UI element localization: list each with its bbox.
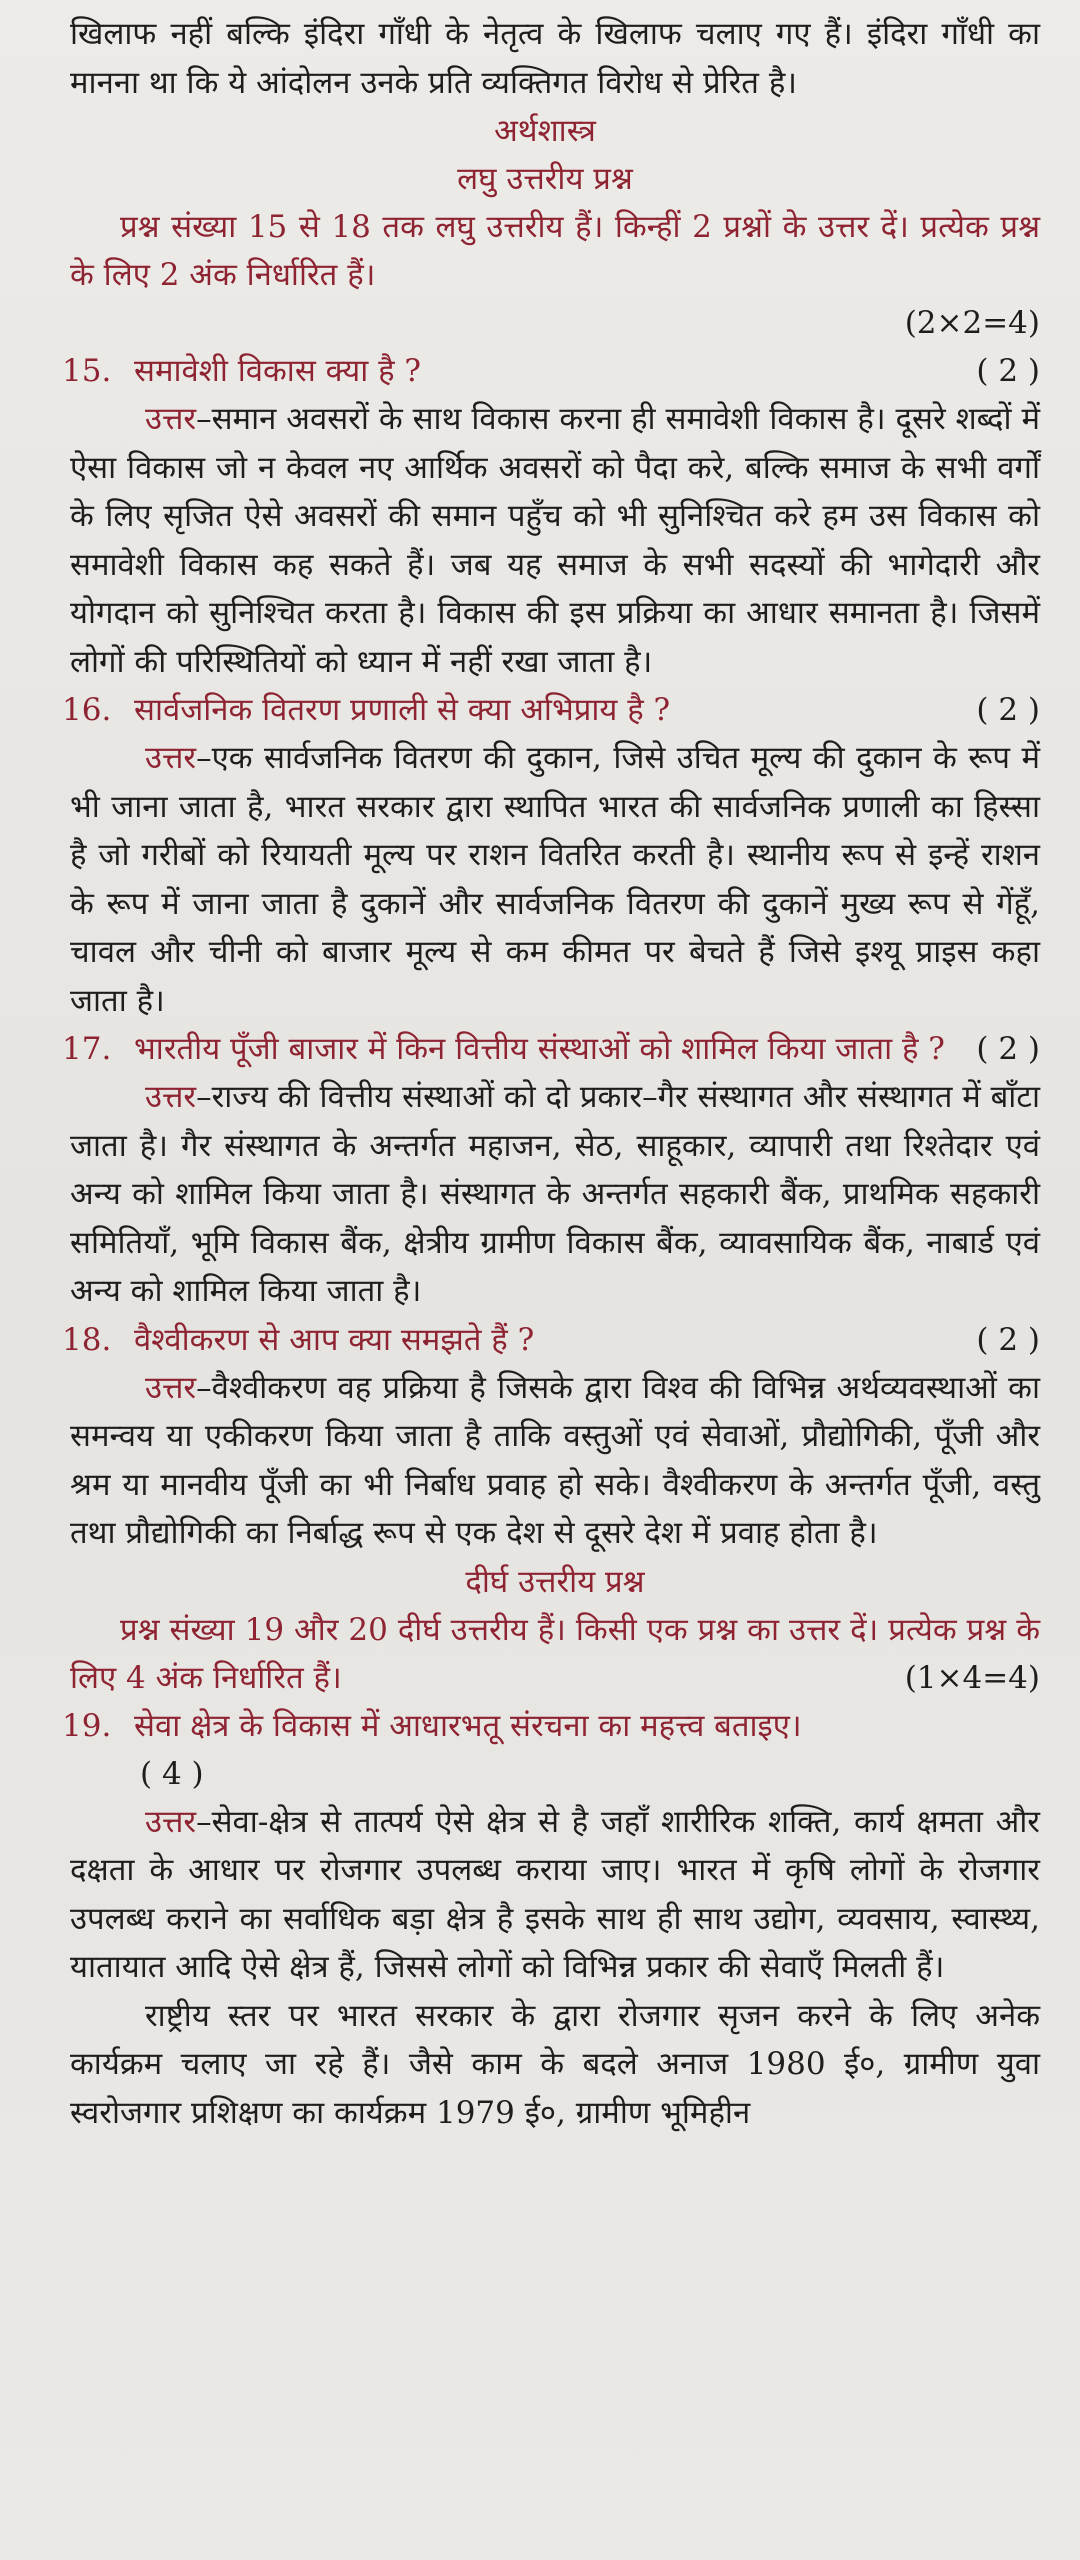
answer-18 bbox=[70, 1364, 1040, 1558]
question-text: सेवा क्षेत्र के विकास में आधारभतू संरचना का महत्त्व बताइए। bbox=[134, 1707, 802, 1744]
short-instructions: प्रश्न संख्या 15 से 18 तक लघु उत्तरीय हैं। किन्हीं 2 प्रश्नों के उत्तर दें। प्रत्येक प्रश्न के लिए 2 अंक निर्धारित हैं। bbox=[70, 209, 1040, 293]
question-number: 16. bbox=[62, 692, 112, 728]
question-19 bbox=[62, 1702, 1040, 1750]
question-marks: ( 2 ) bbox=[976, 692, 1040, 728]
answer-16 bbox=[70, 734, 1040, 1025]
answer-label: उत्तर bbox=[145, 1369, 197, 1406]
question-15 bbox=[62, 347, 1040, 395]
answer-label: उत्तर bbox=[145, 1079, 197, 1115]
long-answer-heading: दीर्घ उत्तरीय प्रश्न bbox=[465, 1563, 645, 1600]
intro-paragraph: खिलाफ नहीं बल्कि इंदिरा गाँधी के नेतृत्व के खिलाफ चलाए गए हैं। इंदिरा गाँधी का मानना था कि ये आंदोलन उनके प्रति व्यक्तिगत विरोध से प्रेरित है। bbox=[70, 16, 1040, 101]
answer-19 bbox=[70, 1798, 1040, 1992]
question-marks: ( 2 ) bbox=[976, 1321, 1040, 1358]
answer-text: –सेवा-क्षेत्र से तात्पर्य ऐसे क्षेत्र से है जहाँ शारीरिक शक्ति, कार्य क्षमता और दक्षता के आधार पर रोजगार उपलब्ध कराया जाए। भारत में कृषि लोगों के रोजगार उपलब्ध कराने का सर्वाधिक बड़ा क्षेत्र है इसके साथ ही साथ उद्योग, व्यवसाय, स्वास्थ्य, यातायात आदि ऐसे क्षेत्र हैं, जिससे लोगों को विभिन्न प्रकार की सेवाएँ मिलती हैं। bbox=[70, 1803, 1040, 1985]
answer-label: उत्तर bbox=[145, 740, 197, 776]
answer-label: उत्तर bbox=[145, 1803, 197, 1840]
question-19-marks: ( 4 ) bbox=[140, 1755, 204, 1792]
question-16 bbox=[62, 686, 1040, 734]
question-text: वैश्वीकरण से आप क्या समझते हैं ? bbox=[134, 1321, 535, 1358]
question-17-marks: ( 2 ) bbox=[976, 1031, 1040, 1067]
question-text: सार्वजनिक वितरण प्रणाली से क्या अभिप्राय है ? bbox=[134, 692, 671, 728]
answer-text: –समान अवसरों के साथ विकास करना ही समावेशी विकास है। दूसरे शब्दों में ऐसा विकास जो न केवल नए आर्थिक अवसरों को पैदा करे, बल्कि समाज के सभी वर्गों के लिए सृजित ऐसे अवसरों की समान पहुँच को भी सुनिश्चित करे हम उस विकास को समावेशी विकास कह सकते हैं। जब यह समाज के सभी सदस्यों की भागेदारी और योगदान को सुनिश्चित करता है। विकास की इस प्रक्रिया का आधार समानता है। जिसमें लोगों की परिस्थितियों को ध्यान में नहीं रखा जाता है। bbox=[70, 401, 1040, 680]
question-text: समावेशी विकास क्या है ? bbox=[134, 353, 422, 389]
answer-label: उत्तर bbox=[145, 401, 197, 437]
answer-text: –राज्य की वित्तीय संस्थाओं को दो प्रकार–गैर संस्थागत और संस्थागत में बाँटा जाता है। गैर संस्थागत के अन्तर्गत महाजन, सेठ, साहूकार, व्यापारी तथा रिश्तेदार एवं अन्य को शामिल किया जाता है। संस्थागत के अन्तर्गत सहकारी बैंक, प्राथमिक सहकारी समितियाँ, भूमि विकास बैंक, क्षेत्रीय ग्रामीण विकास बैंक, व्यावसायिक बैंक, नाबार्ड एवं अन्य को शामिल किया जाता है। bbox=[70, 1079, 1040, 1309]
long-instructions-text: प्रश्न संख्या 19 और 20 दीर्घ उत्तरीय हैं। किसी एक प्रश्न का उत्तर दें। प्रत्येक प्रश्न के लिए 4 अंक निर्धारित हैं। bbox=[70, 1611, 1040, 1696]
long-instructions bbox=[70, 1606, 1040, 1702]
answer-text: –एक सार्वजनिक वितरण की दुकान, जिसे उचित मूल्य की दुकान के रूप में भी जाना जाता है, भारत सरकार द्वारा स्थापित भारत की सार्वजनिक प्रणाली का हिस्सा है जो गरीबों को रियायती मूल्य पर राशन वितरित करती है। स्थानीय रूप से इन्हें राशन के रूप में जाना जाता है दुकानें और सार्वजनिक वितरण की दुकानें मुख्य रूप से गेंहूँ, चावल और चीनी को बाजार मूल्य से कम कीमत पर बेचते हैं जिसे इश्यू प्राइस कहा जाता है। bbox=[70, 740, 1040, 1019]
answer-17 bbox=[70, 1073, 1040, 1316]
question-number: 15. bbox=[62, 353, 112, 389]
question-number: 17. bbox=[62, 1031, 112, 1067]
question-marks: ( 2 ) bbox=[976, 353, 1040, 389]
question-17 bbox=[62, 1025, 1040, 1073]
answer-15 bbox=[70, 395, 1040, 686]
question-text: भारतीय पूँजी बाजार में किन वित्तीय संस्थाओं को शामिल किया जाता है ? bbox=[134, 1031, 945, 1067]
question-number: 18. bbox=[62, 1321, 112, 1358]
question-18 bbox=[62, 1316, 1040, 1364]
short-answer-heading: लघु उत्तरीय प्रश्न bbox=[457, 161, 633, 197]
question-number: 19. bbox=[62, 1707, 112, 1744]
section-title: अर्थशास्त्र bbox=[494, 113, 596, 149]
long-marks: (1×4=4) bbox=[904, 1659, 1040, 1696]
answer-19-continued: राष्ट्रीय स्तर पर भारत सरकार के द्वारा रोजगार सृजन करने के लिए अनेक कार्यक्रम चलाए जा रहे हैं। जैसे काम के बदले अनाज 1980 ई०, ग्रामीण युवा स्वरोजगार प्रशिक्षण का कार्यक्रम 1979 ई०, ग्रामीण भूमिहीन bbox=[70, 1997, 1040, 2131]
answer-text: –वैश्वीकरण वह प्रक्रिया है जिसके द्वारा विश्व की विभिन्न अर्थव्यवस्थाओं का समन्वय या एकीकरण किया जाता है ताकि वस्तुओं एवं सेवाओं, प्रौद्योगिकी, पूँजी और श्रम या मानवीय पूँजी का भी निर्बाध प्रवाह हो सके। वैश्वीकरण के अन्तर्गत पूँजी, वस्तु तथा प्रौद्योगिकी का निर्बाद्ध रूप से एक देश से दूसरे देश में प्रवाह होता है। bbox=[70, 1369, 1040, 1551]
short-marks: (2×2=4) bbox=[904, 305, 1040, 341]
